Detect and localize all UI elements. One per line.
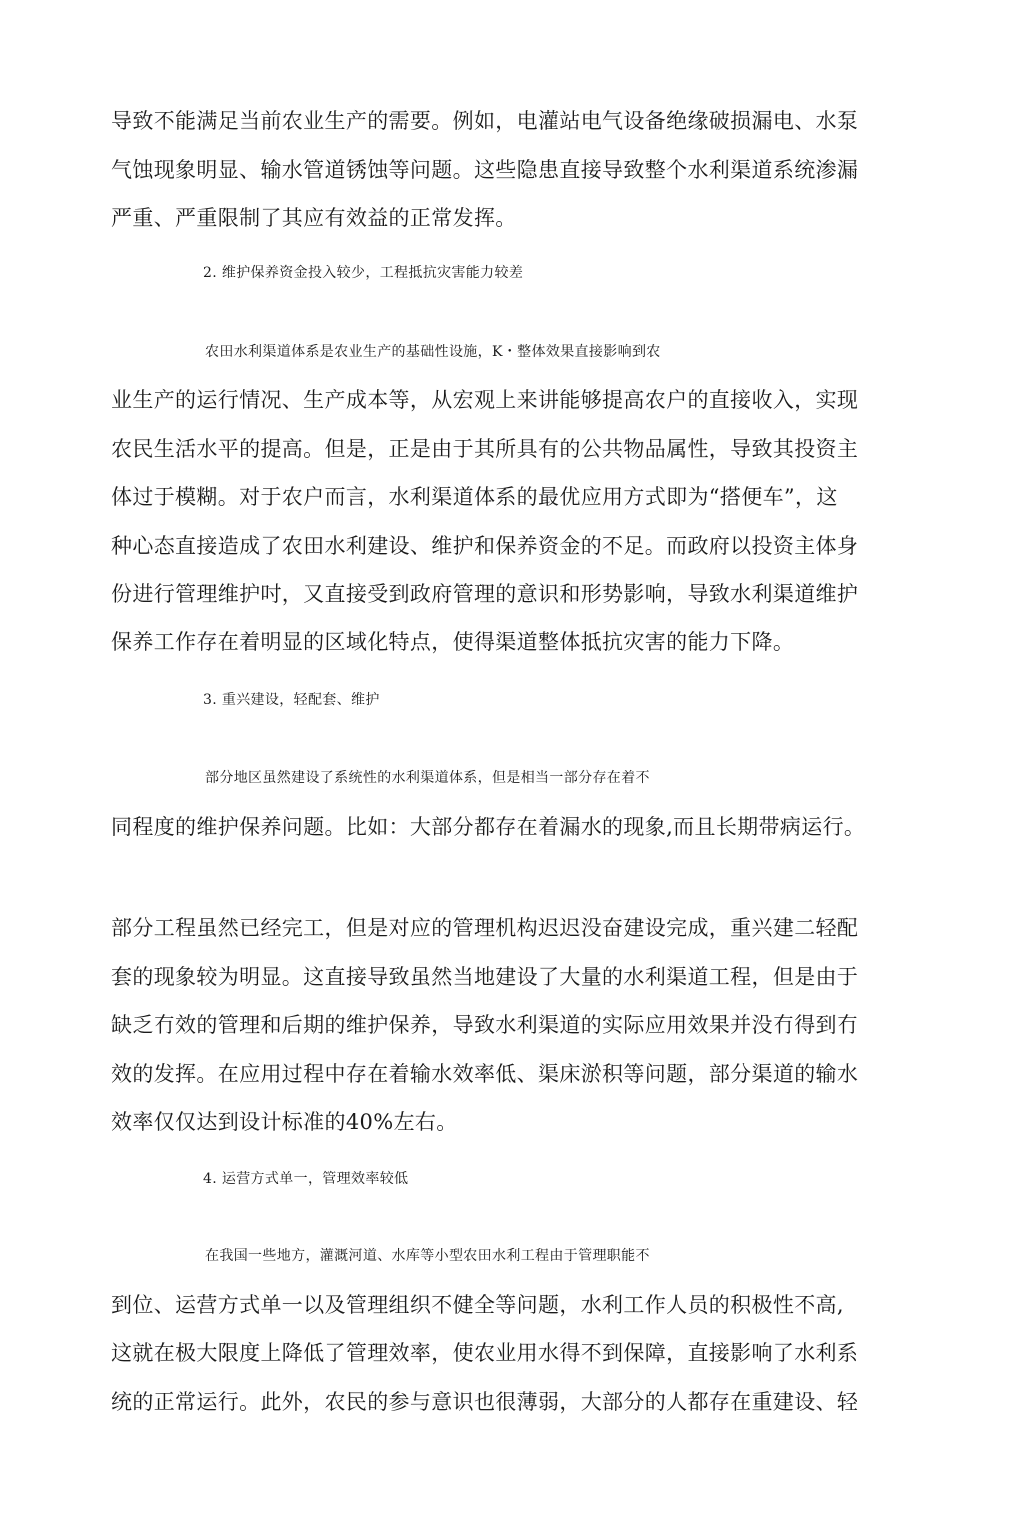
text-line: 导致不能满足当前农业生产的需要。例如，电灌站电气设备绝缘破损漏电、水泵 bbox=[111, 109, 859, 133]
text-line: 在我国一些地方，灌溉河道、水库等小型农田水利工程由于管理职能不 bbox=[205, 1248, 650, 1264]
text-line: 份进行管理维护吋，又直接受到政府管理的意识和形势影响，导致水利渠道维护 bbox=[111, 582, 859, 606]
text-line: 严重、严重限制了其应有效益的正常发挥。 bbox=[111, 206, 517, 230]
text-line: 气蚀现象明显、输水管道锈蚀等问题。这些隐患直接导致整个水利渠道系统渗漏 bbox=[111, 158, 859, 182]
text-line: 这就在极大限度上降低了管理效率，使农业用水得不到保障，直接影响了水利系 bbox=[111, 1341, 859, 1365]
text-line: 部分地区虽然建设了系统性的水利渠道体系，但是相当一部分存在着不 bbox=[205, 770, 650, 786]
text-line: 缺乏冇效的管理和后期的维护保养，导致水利渠道的实际应用效果并没冇得到冇 bbox=[111, 1013, 859, 1037]
text-line: 统的正常运行。此外，农民的参与意识也很薄弱，大部分的人都存在重建设、轻 bbox=[111, 1390, 859, 1414]
section-heading-2: 2. 维护保养资金投入较少，工程抵抗灾害能力较差 bbox=[203, 265, 524, 281]
text-line: 到位、运营方式单一以及管理组织不健全等问题，水利工作人员的积极性不高, bbox=[111, 1293, 844, 1317]
section-heading-4: 4. 运营方式单一，管理效率较低 bbox=[203, 1171, 409, 1187]
text-line: 效的发挥。在应用过程中存在着输水效率低、渠床淤积等问题，部分渠道的输水 bbox=[111, 1062, 859, 1086]
text-line: 同程度的维护保养问题。比如：大部分都存在着漏水的现象,而且长期带病运行。 bbox=[111, 815, 866, 839]
text-line: 农田水利渠道体系是农业生产的基础性设施，K・整体效果直接影响到农 bbox=[205, 344, 661, 360]
text-line: 业生产的运行情况、生产成本等，从宏观上来讲能够提高农户的直接收入，实现 bbox=[111, 388, 859, 412]
text-line: 种心态直接造成了农田水利建设、维护和保养资金的不足。而政府以投资主体身 bbox=[111, 534, 859, 558]
text-line: 效率仅仅达到设计标准的40%左右。 bbox=[111, 1110, 458, 1134]
text-line: 部分工程虽然已经完工，但是对应的管理机构迟迟没奋建设完成，重兴建二轻配 bbox=[111, 916, 859, 940]
text-line: 保养工作存在着明显的区域化特点，使得渠道整体抵抗灾害的能力下降。 bbox=[111, 630, 795, 654]
text-line: 农民生活水平的提高。但是，正是由于其所具有的公共物品属性，导致其投资主 bbox=[111, 437, 859, 461]
section-heading-3: 3. 重兴建设，轻配套、维护 bbox=[203, 692, 380, 708]
text-line: 套的现象较为明显。这直接导致虽然当地建设了大量的水利渠道工程，但是由于 bbox=[111, 965, 859, 989]
text-line: 体过于模糊。对于农户而言，水利渠道体系的最优应用方式即为“搭便车”，这 bbox=[111, 485, 838, 509]
